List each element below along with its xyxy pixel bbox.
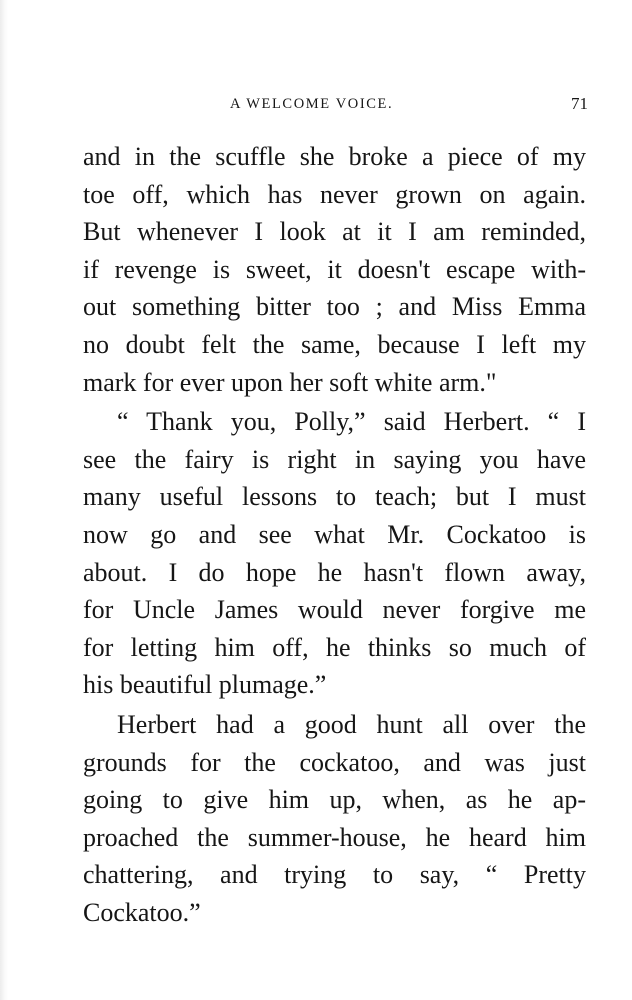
text-line: for letting him off, he thinks so much of [83,632,586,662]
text-line: if revenge is sweet, it doesn't escape with- [83,254,586,284]
running-title: A WELCOME VOICE. [230,96,394,112]
text-line: and in the scuffle she broke a piece of my [83,142,586,171]
running-header [0,92,632,116]
text-line: his beautiful plumage.” [83,670,327,700]
text-line: chattering, and trying to say, “ Pretty [83,860,586,890]
text-line: Cockatoo.” [83,897,201,927]
body-text [83,138,586,931]
text-line: now go and see what Mr. Cockatoo is [83,519,586,549]
text-line: “ Thank you, Polly,” said Herbert. “ I [117,407,586,437]
paragraph [83,706,586,932]
text-line: But whenever I look at it I am reminded, [83,217,586,247]
text-line: many useful lessons to teach; but I must [83,482,586,512]
text-line: toe off, which has never grown on again. [83,179,586,209]
text-line: no doubt felt the same, because I left my [83,329,586,359]
text-line: going to give him up, when, as he ap- [83,785,586,815]
text-line: Herbert had a good hunt all over the [117,709,586,739]
text-line: mark for ever upon her soft white arm." [83,367,497,397]
page-number: 71 [571,94,588,113]
text-line: proached the summer-house, he heard him [83,822,586,852]
text-line: grounds for the cockatoo, and was just [83,747,586,777]
page-binding-edge [0,0,8,1000]
text-line: for Uncle James would never forgive me [83,595,586,625]
text-line: about. I do hope he hasn't flown away, [83,557,586,587]
text-line: out something bitter too ; and Miss Emma [83,292,586,322]
text-line: see the fairy is right in saying you have [83,444,586,474]
paragraph [83,403,586,704]
paragraph [83,138,586,401]
